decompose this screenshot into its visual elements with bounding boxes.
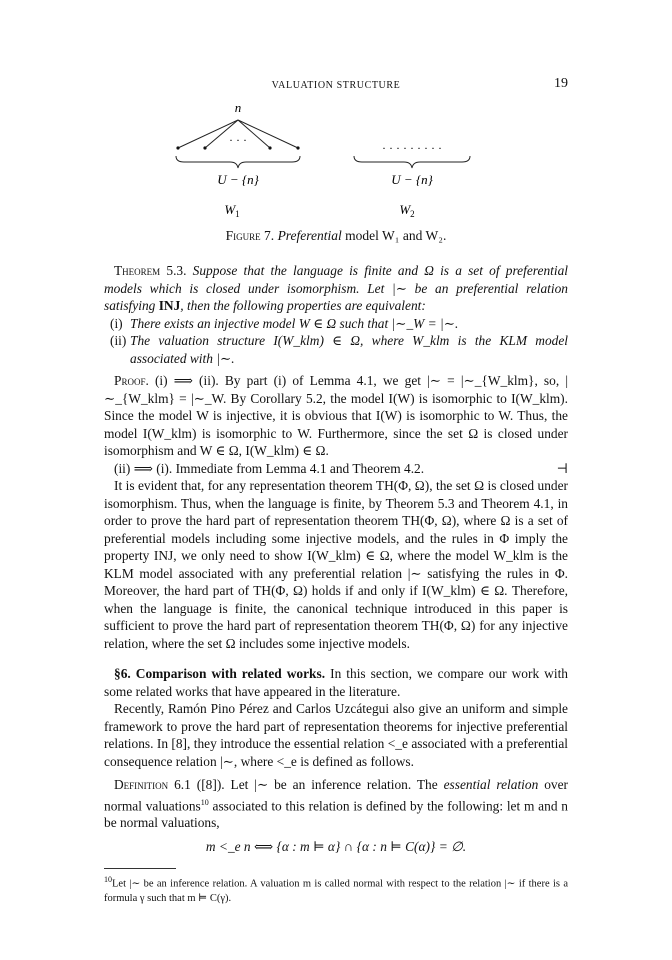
footnote-marker: 10 xyxy=(200,797,209,807)
brace-left xyxy=(176,156,300,168)
proof-paragraph-2 xyxy=(104,460,568,478)
brace-label-right: U − {n} xyxy=(391,172,433,187)
theorem-label: Theorem 5.3. xyxy=(114,263,187,278)
top-node-label: n xyxy=(234,100,242,115)
caption-label: Figure 7. xyxy=(225,228,275,243)
definition-formula: m <_e n ⟺ {α : m ⊨ α} ∩ {α : n ⊨ C(α)} = ∅. xyxy=(205,838,467,854)
brace-label-left: U − {n} xyxy=(217,172,259,187)
body-text xyxy=(104,262,568,861)
footnote-number: 10 xyxy=(104,875,112,884)
item-text: The valuation structure I(W_klm) ∈ Ω, where W_klm is the KLM model associated with |∼. xyxy=(130,333,568,366)
proof-paragraph-1 xyxy=(104,372,568,460)
section-heading: §6. Comparison with related works. xyxy=(114,666,326,681)
section-6-intro xyxy=(104,665,568,700)
proof-text-2: (ii) ⟹ (i). Immediate from Lemma 4.1 and Theorem 4.2. xyxy=(114,460,425,476)
footnote-text: Let |∼ be an inference relation. A valuation m is called normal with respect to the relation |∼ if there is a formula γ such that m ⊨ C(γ). xyxy=(104,878,568,904)
footnote-rule xyxy=(104,868,176,869)
theorem-text-1: Suppose that the language is finite and Ω is a set of preferential models which is closed under isomorphism. Let |∼ be an preferential relation satisfying xyxy=(104,263,568,313)
figure-caption xyxy=(104,228,568,244)
theorem-item-ii xyxy=(110,332,568,367)
definition-text-3: associated to this relation is defined by the following: let m and n be normal valuations, xyxy=(104,797,568,831)
theorem-item-i xyxy=(110,315,568,333)
item-text: There exists an injective model W ∈ Ω such that |∼_W = |∼. xyxy=(130,315,459,331)
definition-text-2: over normal valuations xyxy=(104,777,568,813)
proof-text-1: (i) ⟹ (ii). By part (i) of Lemma 4.1, we get |∼ = |∼_{W_klm}, so, |∼_{W_klm} = |∼_W. By Corollary 5.2, the model I(W) is isomorphic to I(W_klm). Since the model W is injective, it is obvious that I(W) is isomorphic to W. Thus, the model I(W_klm) is isomorphic to W. Furthermore, since the set Ω is closed under isomorphism and W ∈ Ω, I(W_klm) ∈ Ω. xyxy=(104,373,568,458)
proof-label: Proof. xyxy=(114,373,149,388)
section-intro-text: In this section, we compare our work with some related works that have appeared in the literature. xyxy=(104,666,568,699)
remark-paragraph: It is evident that, for any representation theorem TH(Φ, Ω), the set Ω is closed under isomorphism. Thus, when the language is finite, by Theorem 5.3 and Theorem 4.1, in order to prove the hard part of representation theorem TH(Φ, Ω), where Ω is a set of preferential models including some injective models, and the rules in Φ imply the property INJ, we only need to show I(W_klm) ∈ Ω, where the model W_klm is the KLM model associated with any preferential relation |∼ satisfying the rules in Φ. Moreover, the hard part of TH(Φ, Ω) holds if and only if I(W_klm) ∈ Ω. Therefore, when the language is finite, the canonical technique introduced in this paper is sufficient to prove the hard part of representation theorem TH(Φ, Ω) for any injective relation, where the set Ω includes some injective models. xyxy=(104,478,568,651)
model-label-left: $W_1$ xyxy=(224,202,240,219)
definition-label: Definition 6.1 xyxy=(114,777,191,792)
section-6-paragraph: Recently, Ramón Pino Pérez and Carlos Uzcátegui also give an uniform and simple framework to prove the hard part of representation theorems for injective preferential relations. In [8], they introduce the essential relation <_e associated with a preferential consequence relation |∼, where <_e is defined as follows. xyxy=(104,701,568,769)
right-node-row: · · · · · · · · · xyxy=(382,141,442,155)
brace-right xyxy=(354,156,470,168)
theorem-text-2: , then the following properties are equivalent: xyxy=(180,298,426,313)
left-ellipsis: · · · xyxy=(229,133,247,147)
footnote xyxy=(104,873,568,906)
page-number: 19 xyxy=(554,76,568,91)
definition-6-1 xyxy=(104,776,568,832)
theorem-5-3 xyxy=(104,262,568,315)
caption-rest: model W₁ and W₂. xyxy=(341,228,447,243)
theorem-bold-inj: INJ xyxy=(158,298,181,313)
definition-cite: ([8]). xyxy=(190,777,225,792)
item-number: (i) xyxy=(110,315,123,331)
definition-italic: essential relation xyxy=(443,777,539,792)
item-number: (ii) xyxy=(110,333,127,348)
running-title: VALUATION STRUCTURE xyxy=(271,80,401,91)
qed-symbol: ⊣ xyxy=(556,460,568,476)
figure-7 xyxy=(150,92,480,222)
definition-text-1: Let |∼ be an inference relation. The xyxy=(224,777,444,792)
caption-italic: Preferential xyxy=(277,228,342,243)
model-label-right: $W_2$ xyxy=(399,202,415,219)
